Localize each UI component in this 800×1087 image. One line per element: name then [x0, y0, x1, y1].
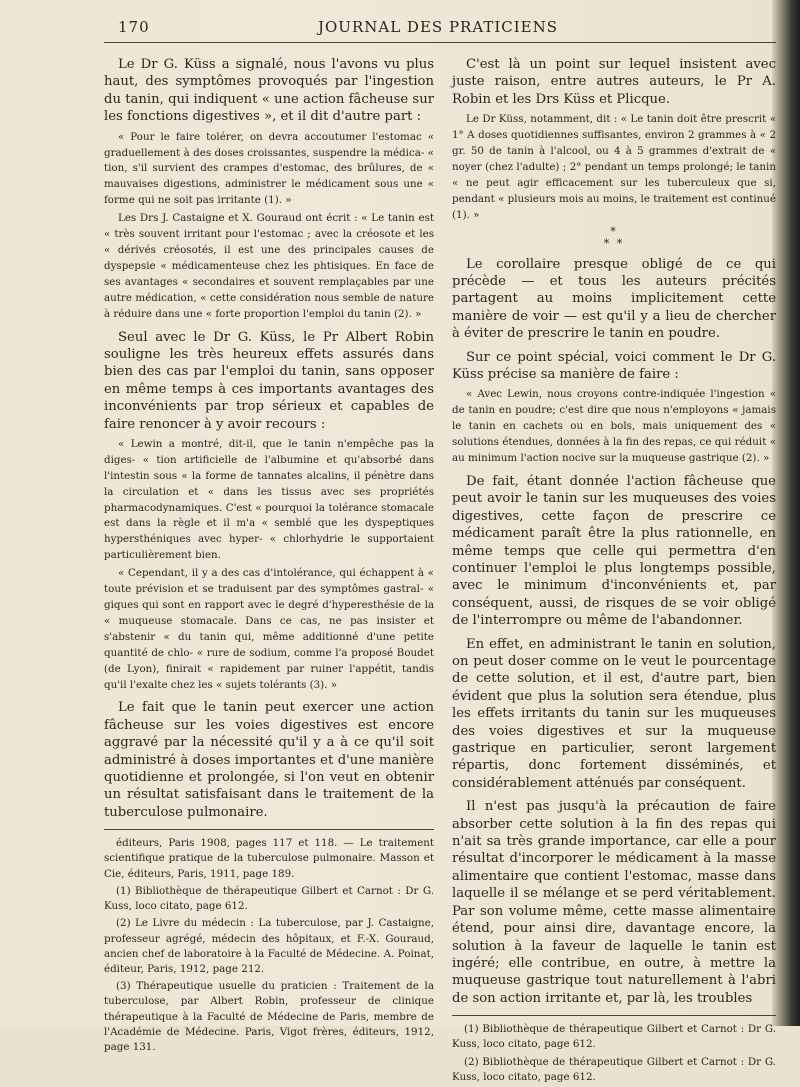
paragraph: Le corollaire presque obligé de ce qui précède — et tous les auteurs précités partagent au moins implicitement cette manière de voir — est qu'il y a lieu de chercher à éviter de prescrire le tanin en poudre.	[452, 256, 776, 342]
footnote: (2) Bibliothèque de thérapeutique Gilbert et Carnot : Dr G. Kuss, loco citato, page 612.	[452, 1055, 776, 1083]
footnote: éditeurs, Paris 1908, pages 117 et 118. — Le traitement scientifique pratique de la tuberculose pulmonaire. Masson et Cie, éditeurs, Paris, 1911, page 189.	[104, 837, 434, 880]
paragraph: En effet, en administrant le tanin en solution, on peut doser comme on le veut le pourcentage de cette solution, et il est, d'autre part, bien évident que plus la solution sera étendue, plus les effets irritants du tanin sur les muqueuses des voies digestives et sur la muqueuse gastrique en particulier, seront largement répartis, donc fortement disséminés, et considérablement atténués par conséquent.	[452, 636, 776, 791]
right-column	[452, 50, 776, 1087]
quotation: « Cependant, il y a des cas d'intolérance, qui échappent à « toute prévision et se traduisent par des symptômes gastral- « giques qui sont en rapport avec le degré d'hyperesthésie de la « muqueuse stomacale. Dans ce cas, ne pas insister et s'abstenir « du tanin qui, même additionné d'une petite quantité de chlo- « rure de sodium, comme l'a proposé Boudet (de Lyon), finirait « rapidement par ruiner l'appétit, tandis qu'il l'exalte chez les « sujets tolérants (3). »	[104, 567, 434, 691]
paragraph: Le fait que le tanin peut exercer une action fâcheuse sur les voies digestives est encore aggravé par la nécessité qu'il y a à ce qu'il soit administré à doses importantes et d'une manière quotidienne et prolongée, si l'on veut en obtenir un résultat satisfaisant dans le traitement de la tuberculose pulmonaire.	[104, 700, 434, 820]
footnote: (3) Thérapeutique usuelle du praticien : Traitement de la tuberculose, par Albert Robin, professeur de clinique thérapeutique à la Faculté de Médecine de Paris, membre de l'Académie de Médecine. Paris, Vigot frères, éditeurs, 1912, page 131.	[104, 980, 434, 1053]
paragraph: Sur ce point spécial, voici comment le Dr G. Küss précise sa manière de faire :	[452, 349, 776, 382]
quotation: Les Drs J. Castaigne et X. Gouraud ont écrit : « Le tanin est « très souvent irritant pour l'estomac ; avec la créosote et les « dérivés créosotés, il est une des principales causes de dyspepsie « médicamenteuse chez les phtisiques. En face de ses avantages « secondaires et souvent remplaçables par une autre médication, « cette considération nous semble de nature à réduire dans une « forte proportion l'emploi du tanin (2). »	[104, 212, 434, 320]
book-spine-shadow	[772, 0, 800, 1026]
header-rule	[104, 42, 776, 43]
running-title: JOURNAL DES PRATICIENS	[318, 18, 559, 36]
paragraph: Le Dr G. Küss a signalé, nous l'avons vu plus haut, des symptômes provoqués par l'ingestion du tanin, qui indiquent « une action fâcheuse sur les fonctions digestives », et il dit d'autre part :	[104, 57, 434, 125]
quotation: « Pour le faire tolérer, on devra accoutumer l'estomac « graduellement à des doses croissantes, suspendre la médica- « tion, s'il survient des crampes d'estomac, des brûlures, de « mauvaises digestions, administrer le médicament sous une « forme qui ne soit pas irritante (1). »	[104, 130, 434, 207]
section-asterism: * * *	[603, 224, 625, 250]
quotation: « Lewin a montré, dit-il, que le tanin n'empêche pas la diges- « tion artificielle de l'albumine et qu'absorbé dans l'intestin sous « la forme de tannates alcalins, il pénètre dans la circulation et « dans les tissus avec ses propriétés pharmacodynamiques. C'est « pourquoi la tolérance stomacale est dans la règle et il m'a « semblé que les dyspeptiques hypersthéniques avec hyper- « chlorhydrie le supportaient particulièrement bien.	[104, 437, 434, 562]
paragraph: C'est là un point sur lequel insistent avec juste raison, entre autres auteurs, le Pr A. Robin et les Drs Küss et Plicque.	[452, 57, 776, 107]
page-header	[118, 14, 758, 40]
paragraph: De fait, étant donnée l'action fâcheuse que peut avoir le tanin sur les muqueuses des voies digestives, cette façon de prescrire ce médicament paraît être la plus rationnelle, en même temps que celle qui permettra d'en continuer l'emploi le plus longtemps possible, avec le minimum d'inconvénients et, par conséquent, aussi, de risques de se voir obligé de l'interrompre ou même de l'abandonner.	[452, 473, 776, 629]
left-column	[104, 50, 434, 1057]
footnote-rule	[104, 829, 434, 830]
footnote-rule	[452, 1015, 776, 1016]
footnote: (2) Le Livre du médecin : La tuberculose, par J. Castaigne, professeur agrégé, médecin des hôpitaux, et F.-X. Gouraud, ancien chef de laboratoire à la Faculté de Médecine. A. Poinat, éditeur, Paris, 1912, page 212.	[104, 917, 434, 975]
footnote: (1) Bibliothèque de thérapeutique Gilbert et Carnot : Dr G. Kuss, loco citato, page 612.	[104, 884, 434, 913]
quotation: « Avec Lewin, nous croyons contre-indiquée l'ingestion « de tanin en poudre; c'est dire que nous n'employons « jamais le tanin en cachets ou en bols, mais uniquement des « solutions étendues, données à la fin des repas, ce qui réduit « au minimum l'action nocive sur la muqueuse gastrique (2). »	[452, 388, 776, 465]
quotation: Le Dr Küss, notamment, dit : « Le tanin doit être prescrit « 1° A doses quotidiennes suffisantes, environ 2 grammes à « 2 gr. 50 de tanin à l'alcool, ou 4 à 5 grammes d'extrait de « noyer (chez l'adulte) ; 2° pendant un temps prolongé; le tanin « ne peut agir efficacement sur les tuberculeux que si, pendant « plusieurs mois au moins, le traitement est continué (1). »	[452, 113, 776, 221]
paragraph: Il n'est pas jusqu'à la précaution de faire absorber cette solution à la fin des repas qui n'ait sa très grande importance, car elle a pour résultat d'incorporer le médicament à la masse alimentaire que contient l'estomac, masse dans laquelle il se mélange et se perd véritablement. Par son volume même, cette masse alimentaire étend, pour ainsi dire, davantage encore, la solution à la faveur de laquelle le tanin est ingéré; elle contribue, en outre, à mettre la muqueuse gastrique tout naturellement à l'abri de son action irritante et, par là, les troubles	[452, 799, 776, 1006]
paragraph: Seul avec le Dr G. Küss, le Pr Albert Robin souligne les très heureux effets assurés dans bien des cas par l'emploi du tanin, sans opposer en même temps à ces importants avantages des inconvénients par trop sérieux et capables de faire renoncer à y avoir recours :	[104, 329, 434, 432]
footnote: (1) Bibliothèque de thérapeutique Gilbert et Carnot : Dr G. Kuss, loco citato, page 612.	[452, 1023, 776, 1051]
page-number: 170	[118, 18, 150, 36]
